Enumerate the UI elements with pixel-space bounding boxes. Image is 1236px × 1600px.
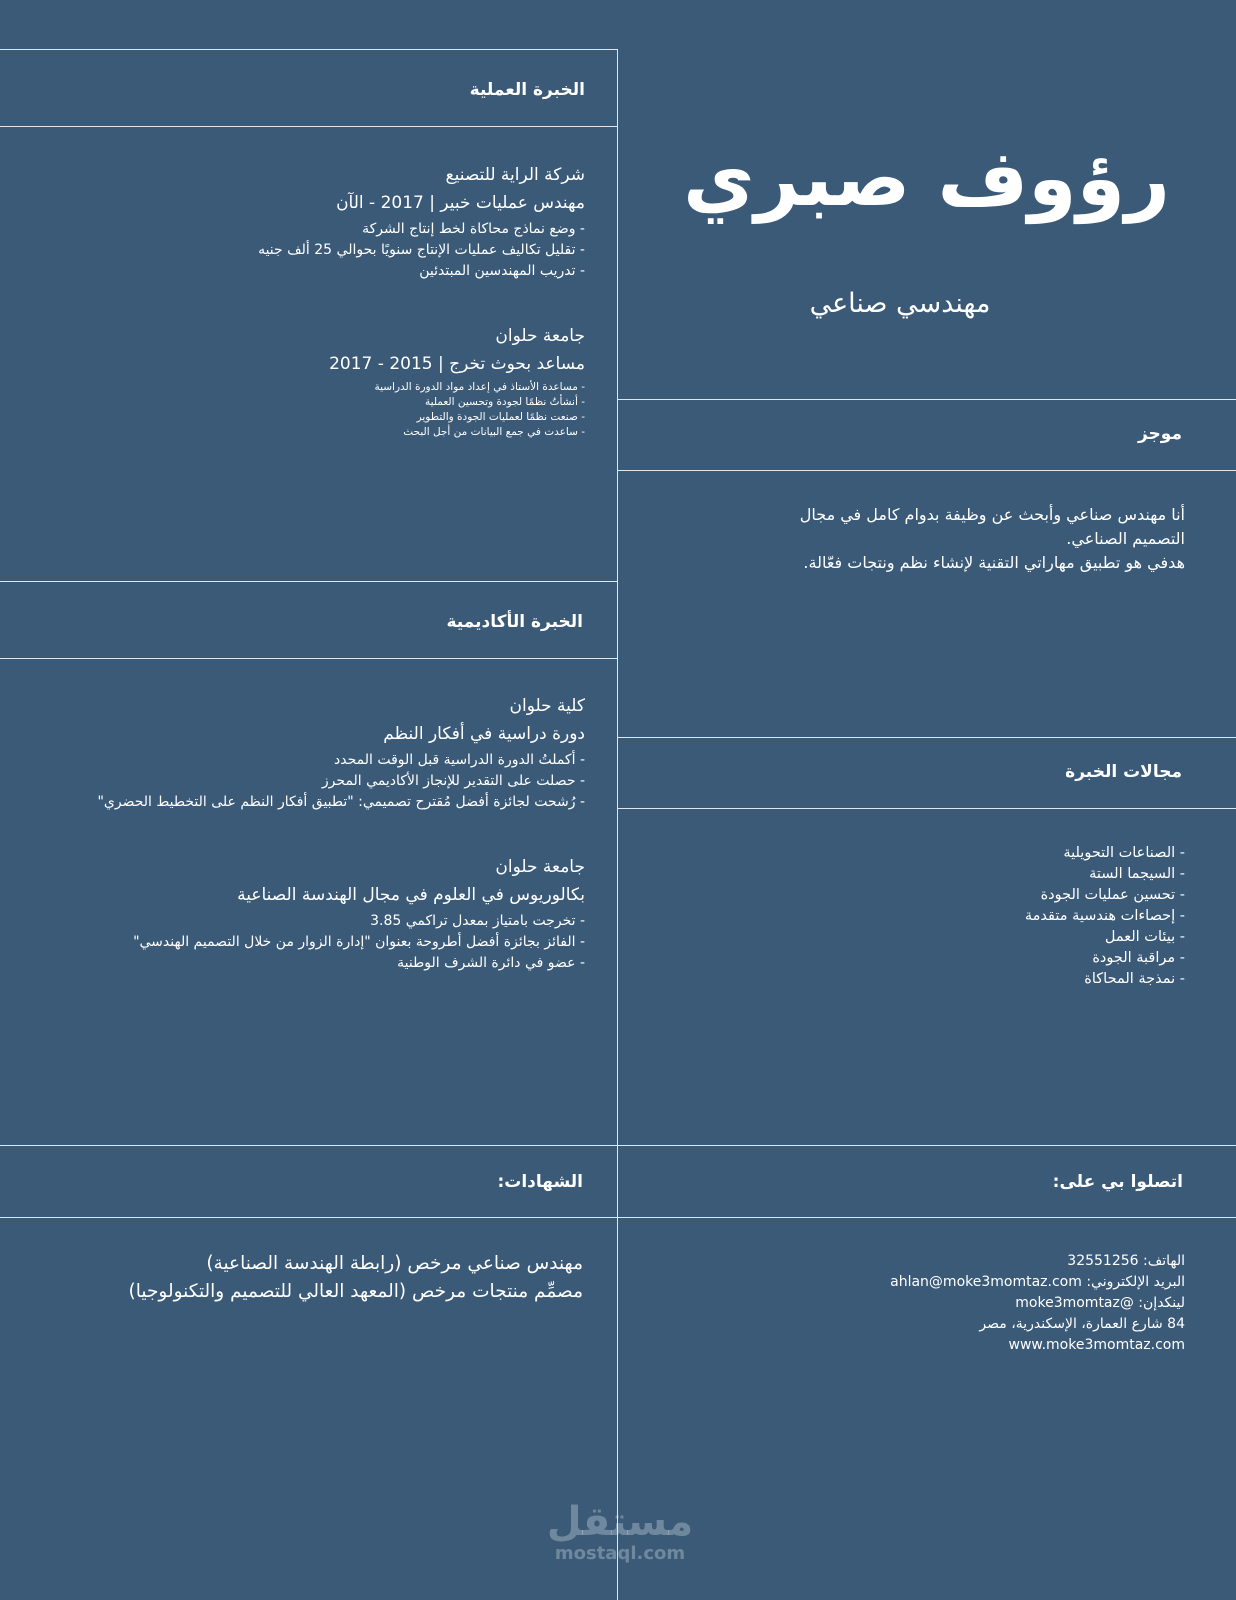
divider [618, 737, 1236, 738]
summary-line: هدفي هو تطبيق مهاراتي التقنية لإنشاء نظم ونتجات فعّالة. [803, 553, 1185, 572]
list-item: - ساعدت في جمع البيانات من أجل البحث [403, 426, 585, 438]
summary-heading: موجز [1137, 424, 1182, 444]
list-item: - تخرجت بامتياز بمعدل تراكمي 3.85 [370, 913, 585, 929]
contact-email: البريد الإلكتروني: ahlan@moke3momtaz.com [890, 1274, 1185, 1290]
list-item: - عضو في دائرة الشرف الوطنية [397, 955, 585, 971]
divider [0, 658, 618, 659]
contact-phone: الهاتف: 32551256 [1067, 1253, 1185, 1269]
work-entry [30, 165, 585, 282]
divider [618, 470, 1236, 471]
skills-list [640, 843, 1185, 990]
divider [0, 1217, 1236, 1218]
position: مهندس عمليات خبير | 2017 - الآن [336, 193, 585, 213]
column-divider [617, 49, 618, 1600]
candidate-name: رؤوف صبري [683, 134, 1170, 224]
divider [0, 126, 618, 127]
job-title-block [700, 288, 1100, 319]
employer: شركة الراية للتصنيع [445, 165, 585, 185]
work-entry [30, 326, 585, 440]
list-item: مهندس صناعي مرخص (رابطة الهندسة الصناعية) [206, 1253, 583, 1274]
institution: جامعة حلوان [495, 857, 585, 877]
list-item: - تدريب المهندسين المبتدئين [419, 263, 585, 279]
position: مساعد بحوث تخرج | 2015 - 2017 [329, 354, 585, 374]
list-item: - مساعدة الأستاذ في إعداد مواد الدورة الدراسية [374, 381, 585, 393]
list-item: - حصلت على التقدير للإنجاز الأكاديمي المحرز [321, 773, 585, 789]
contact-info [640, 1251, 1185, 1356]
list-item: - تحسين عمليات الجودة [1040, 887, 1185, 903]
academic-entry [60, 696, 585, 813]
divider [618, 808, 1236, 809]
summary-line: أنا مهندس صناعي وأبحث عن وظيفة بدوام كامل في مجال [799, 505, 1185, 524]
list-item: - رُشحت لجائزة أفضل مُقترح تصميمي: "تطبيق أفكار النظم على التخطيط الحضري" [97, 794, 585, 810]
academic-entry [60, 857, 585, 974]
watermark-latin: mostaql.com [554, 1543, 686, 1564]
summary-line: التصميم الصناعي. [1066, 529, 1185, 548]
list-item: - وضع نماذج محاكاة لخط إنتاج الشركة [362, 221, 585, 237]
employer: جامعة حلوان [495, 326, 585, 346]
academic-entries [60, 696, 585, 1018]
contact-website: www.moke3momtaz.com [1008, 1337, 1185, 1353]
list-item: - أنشأتُ نظمًا لجودة وتحسين العملية [425, 396, 585, 408]
job-title: مهندسي صناعي [809, 288, 991, 319]
divider [0, 581, 618, 582]
divider [0, 49, 618, 50]
academic-heading: الخبرة الأكاديمية [446, 612, 583, 632]
certs-heading: الشهادات: [497, 1172, 583, 1192]
certs-list [30, 1250, 583, 1306]
list-item: - السيجما الستة [1089, 866, 1185, 882]
list-item: - نمذجة المحاكاة [1084, 971, 1185, 987]
list-item: - الصناعات التحويلية [1063, 845, 1185, 861]
contact-address: 84 شارع العمارة، الإسكندرية، مصر [979, 1316, 1185, 1332]
list-item: - صنعت نظمًا لعمليات الجودة والتطوير [416, 411, 585, 423]
list-item: - تقليل تكاليف عمليات الإنتاج سنويًا بحوالي 25 ألف جنيه [258, 242, 585, 258]
program: بكالوريوس في العلوم في مجال الهندسة الصناعية [237, 885, 585, 905]
divider [618, 399, 1236, 400]
program: دورة دراسية في أفكار النظم [383, 724, 585, 744]
list-item: مصمِّم منتجات مرخص (المعهد العالي للتصميم والتكنولوجيا) [128, 1281, 583, 1302]
list-item: - بيئات العمل [1104, 929, 1185, 945]
work-heading: الخبرة العملية [469, 80, 585, 100]
list-item: - الفائز بجائزة أفضل أطروحة بعنوان "إدارة الزوار من خلال التصميم الهندسي" [133, 934, 585, 950]
institution: كلية حلوان [509, 696, 585, 716]
contact-heading: اتصلوا بي على: [1052, 1172, 1183, 1192]
divider [0, 1145, 1236, 1146]
list-item: - إحصاءات هندسية متقدمة [1024, 908, 1185, 924]
work-entries [30, 165, 585, 484]
header [640, 134, 1170, 224]
summary-text [640, 503, 1185, 575]
contact-linkedin: لينكدإن: @moke3momtaz [1015, 1295, 1185, 1311]
list-item: - مراقبة الجودة [1092, 950, 1185, 966]
list-item: - أكملتُ الدورة الدراسية قبل الوقت المحدد [334, 752, 585, 768]
skills-heading: مجالات الخبرة [1065, 762, 1182, 782]
watermark-logo [540, 1500, 700, 1564]
watermark-arabic: مستقل [546, 1499, 694, 1545]
